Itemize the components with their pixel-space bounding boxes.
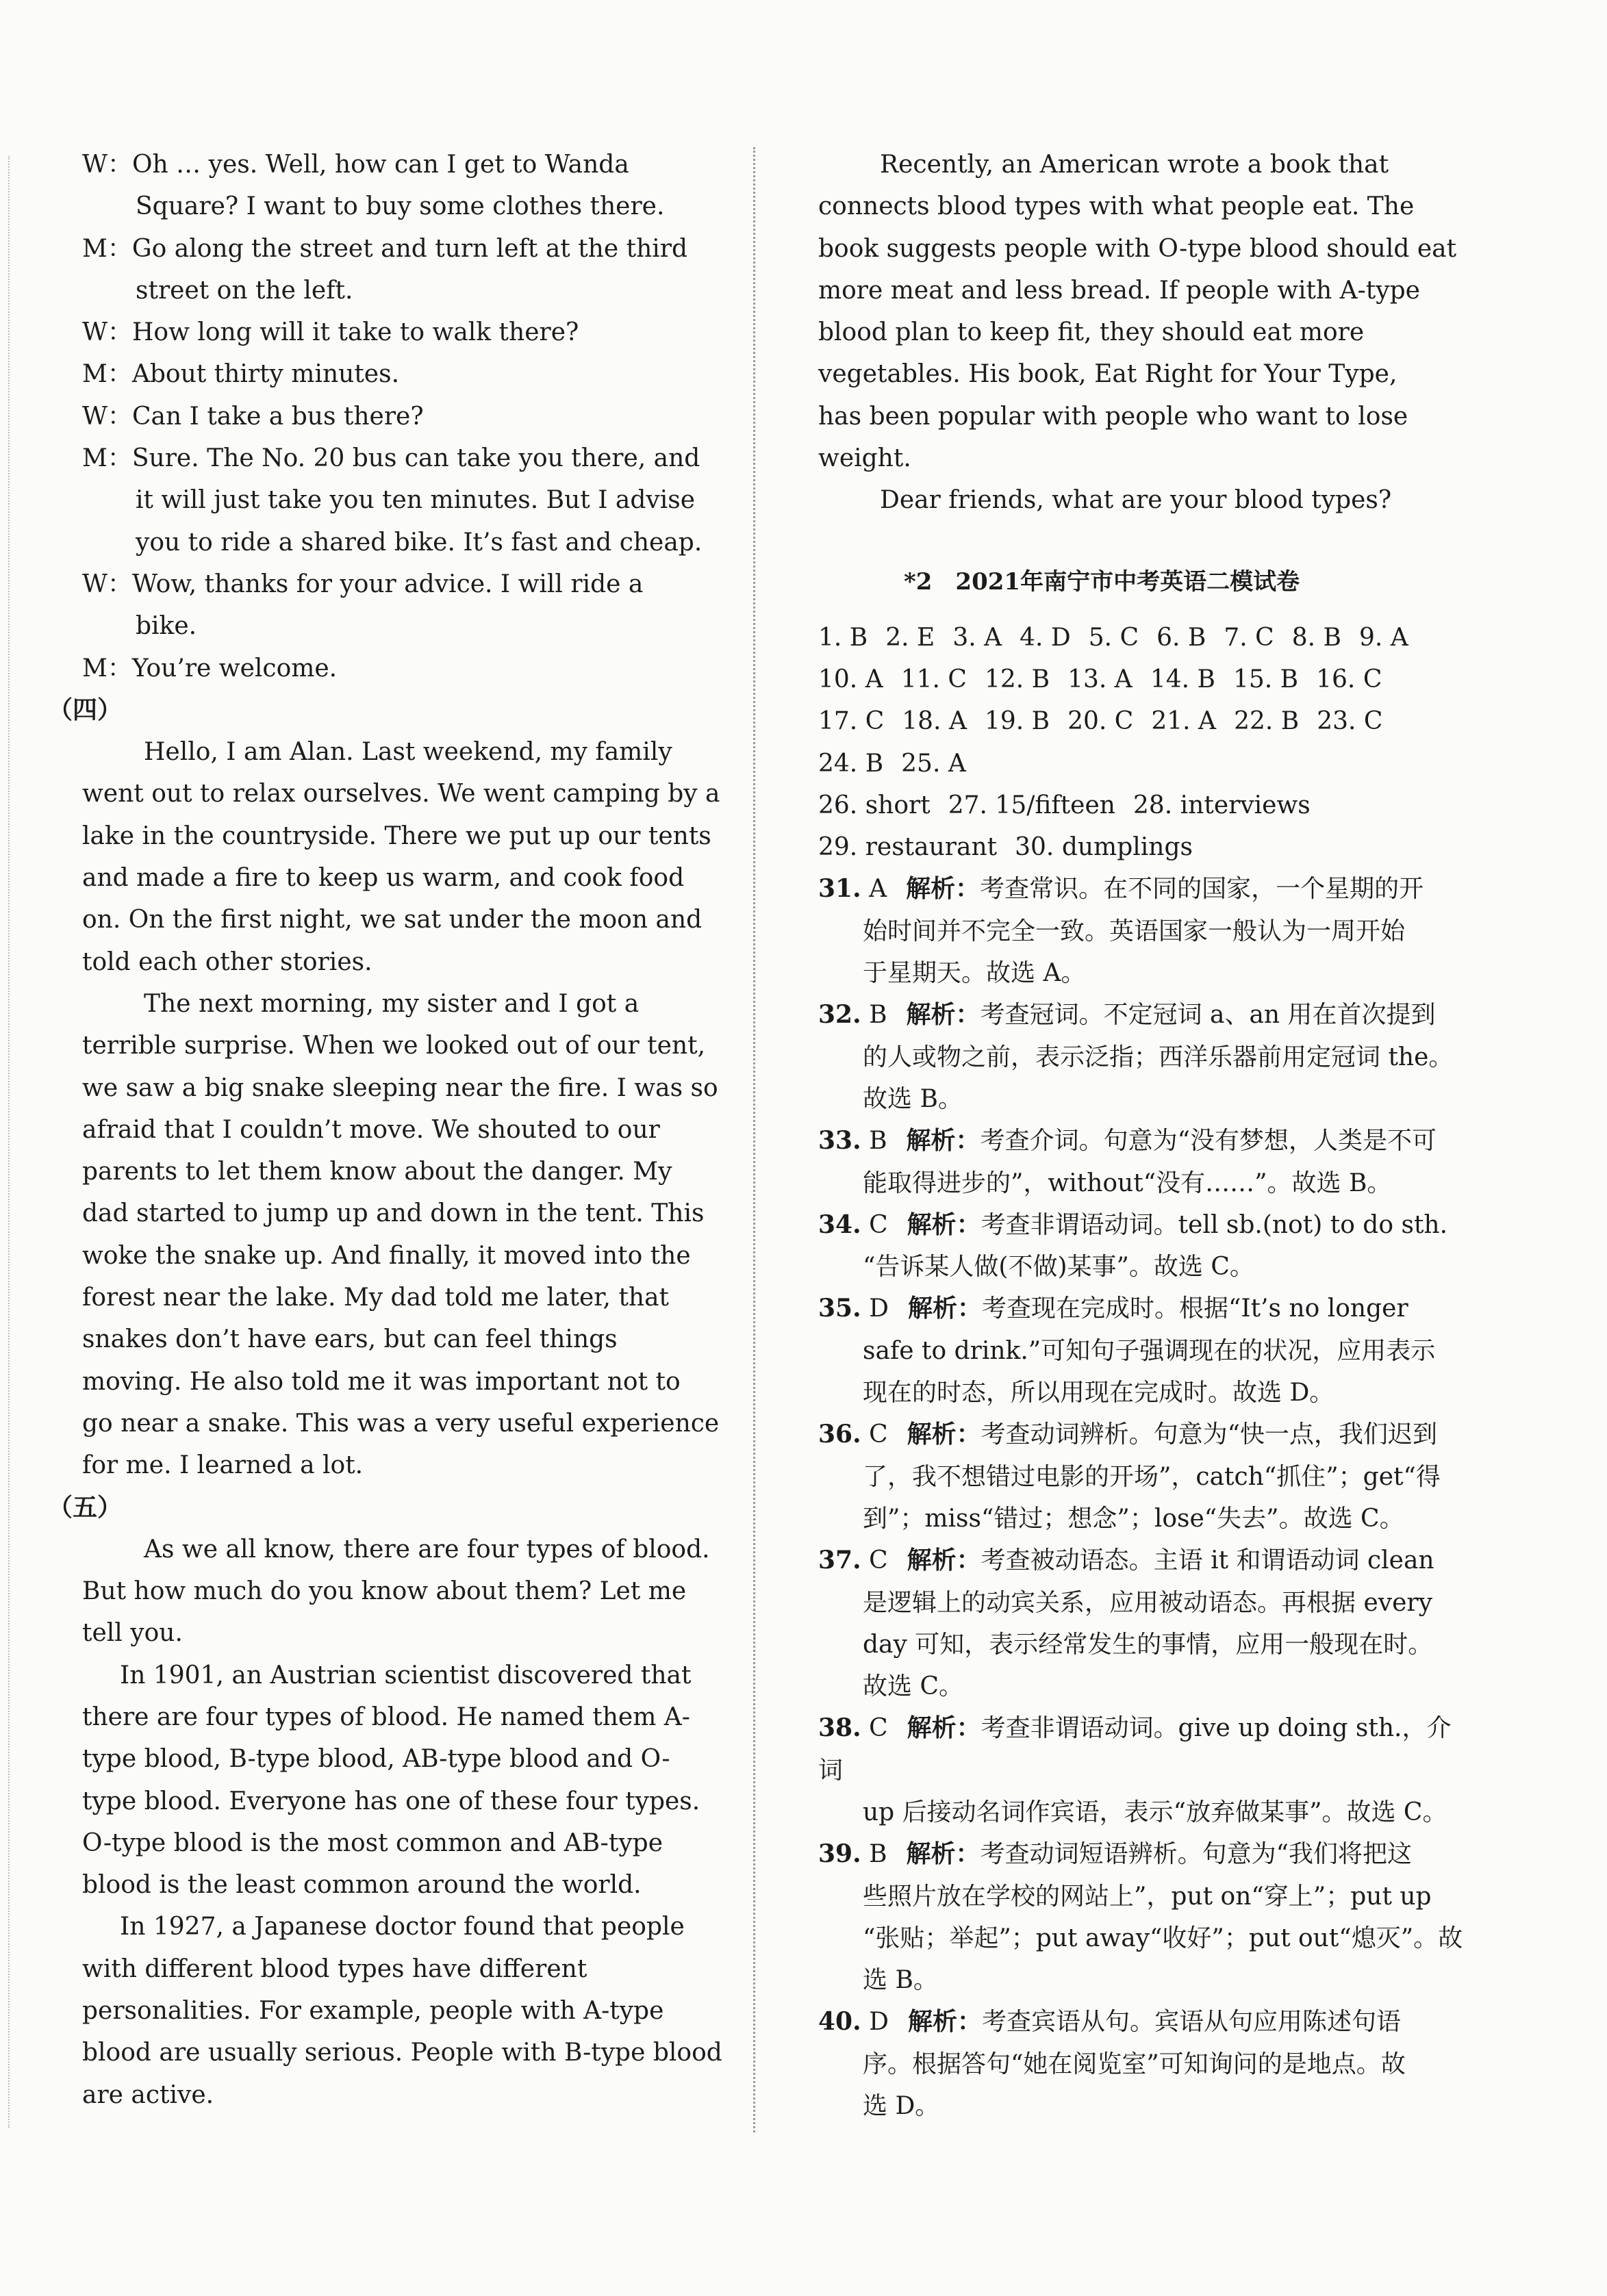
question-number: 33.	[818, 1126, 861, 1156]
explanation-line	[818, 1498, 1476, 1540]
speaker-label: M：	[82, 654, 132, 683]
dialogue-line	[82, 270, 729, 311]
explanation-line	[818, 910, 1476, 952]
answer-letter: B	[861, 1001, 887, 1030]
text-line: parents to let them know about the danger. My	[82, 1158, 672, 1186]
text-line: moving. He also told me it was important not to	[82, 1367, 681, 1396]
text-line: O-type blood is the most common and AB-type	[82, 1828, 663, 1857]
text-line: tell you.	[82, 1619, 183, 1648]
answer-item: 11. C	[900, 665, 967, 693]
dialogue-text: Sure. The No. 20 bus can take you there, and	[131, 444, 700, 473]
question-number: 32.	[818, 1000, 861, 1030]
section-4-paragraph-1	[82, 731, 729, 983]
answer-letter: D	[861, 1294, 889, 1323]
answer-letter: A	[861, 875, 887, 904]
explanation-item	[818, 1540, 1476, 1707]
text-line: type blood, B-type blood, AB-type blood and O-	[82, 1745, 670, 1774]
answer-item: 12. B	[984, 665, 1050, 693]
explanation-text: 考查被动语态。主语 it 和谓语动词 clean	[980, 1546, 1434, 1575]
dialogue-line	[82, 437, 729, 479]
answer-letter: D	[861, 2008, 889, 2037]
jiexi-label: 解析：	[906, 874, 980, 904]
answer-row	[818, 659, 1476, 700]
dialogue-text: it will just take you ten minutes. But I advise	[136, 486, 695, 515]
answer-explanations	[818, 868, 1476, 2127]
text-line: dad started to jump up and down in the tent. This	[82, 1199, 705, 1228]
text-line: more meat and less bread. If people with A-type	[818, 276, 1420, 305]
question-number: 37.	[818, 1546, 861, 1575]
explanation-item	[818, 2001, 1476, 2127]
explanation-item	[818, 1833, 1476, 2001]
answer-row	[818, 743, 1476, 785]
question-number: 39.	[818, 1839, 861, 1869]
dialogue-line	[82, 648, 729, 689]
dialogue-text: Can I take a bus there?	[132, 402, 424, 431]
section-5-paragraph-2	[82, 1655, 729, 1906]
answer-row	[818, 700, 1476, 742]
explanation-text: 考查现在完成时。根据“It’s no longer	[981, 1294, 1408, 1323]
text-line: But how much do you know about them? Let me	[82, 1577, 687, 1606]
dialogue-text: You’re welcome.	[131, 654, 338, 683]
text-line: are active.	[82, 2080, 214, 2109]
answer-row	[818, 617, 1476, 659]
answer-item: 7. C	[1224, 623, 1274, 652]
speaker-label: W：	[82, 151, 133, 179]
speaker-label: M：	[82, 360, 132, 389]
text-line: go near a snake. This was a very useful experience	[82, 1409, 720, 1438]
explanation-line	[818, 2043, 1476, 2085]
explanation-line	[818, 1917, 1476, 1959]
text-line: for me. I learned a lot.	[82, 1451, 364, 1480]
speaker-label: M：	[82, 234, 132, 263]
explanation-text: 考查介词。句意为“没有梦想，人类是不可	[980, 1127, 1437, 1156]
text-line: connects blood types with what people eat. The	[818, 192, 1415, 221]
dialogue-text: Go along the street and turn left at the third	[131, 234, 688, 263]
explanation-line	[818, 1078, 1476, 1120]
answer-letter: C	[861, 1420, 888, 1449]
question-number: 35.	[818, 1294, 861, 1323]
explanation-line	[818, 1707, 1476, 1791]
text-line: went out to relax ourselves. We went camping by a	[82, 780, 720, 808]
speaker-label: W：	[82, 402, 133, 431]
explanation-line	[818, 1162, 1476, 1204]
explanation-line	[818, 2085, 1476, 2127]
text-line: on. On the first night, we sat under the moon and	[82, 906, 703, 934]
explanation-line	[818, 1414, 1476, 1455]
section-5-paragraph-3	[82, 1906, 729, 2115]
dialogue-line	[82, 479, 729, 521]
dialogue-line	[82, 353, 729, 395]
answer-letter: C	[861, 1210, 888, 1239]
explanation-line	[818, 1833, 1476, 1875]
text-line: terrible surprise. When we looked out of our tent,	[82, 1032, 706, 1060]
explanation-line	[818, 1372, 1476, 1414]
question-number: 40.	[818, 2007, 861, 2037]
explanation-text: 考查动词短语辨析。句意为“我们将把这	[980, 1840, 1412, 1869]
speaker-label: M：	[82, 444, 132, 473]
text-line: personalities. For example, people with A-type	[82, 1997, 664, 2026]
answer-item: 27. 15/fifteen	[948, 791, 1115, 819]
explanation-text: up 后接动名词作宾语，表示“放弃做某事”。故选 C。	[863, 1798, 1447, 1826]
answer-item: 28. interviews	[1133, 791, 1311, 819]
dialogue-line	[82, 563, 729, 605]
text-line: told each other stories.	[82, 947, 372, 976]
answer-item: 17. C	[818, 707, 885, 736]
explanation-text: 考查冠词。不定冠词 a、an 用在首次提到	[980, 1001, 1436, 1030]
section-5-paragraph-1	[82, 1529, 729, 1655]
explanation-item	[818, 1120, 1476, 1204]
left-column	[48, 144, 729, 2116]
explanation-text: 考查动词辨析。句意为“快一点，我们迟到	[980, 1420, 1438, 1449]
explanation-item	[818, 1414, 1476, 1540]
dialogue-line	[82, 522, 729, 563]
explanation-line	[818, 1582, 1476, 1624]
explanation-text: “张贴；举起”；put away“收好”；put out“熄灭”。故	[863, 1924, 1463, 1952]
text-line: Hello, I am Alan. Last weekend, my family	[144, 738, 672, 767]
answer-item: 26. short	[818, 791, 931, 819]
text-line: lake in the countryside. There we put up our tents	[82, 821, 711, 850]
text-line: with different blood types have different	[82, 1954, 587, 1983]
dialogue-line	[82, 605, 729, 647]
explanation-item	[818, 1204, 1476, 1288]
explanation-line	[818, 1540, 1476, 1581]
text-line: weight.	[818, 444, 911, 473]
answer-item: 1. B	[818, 623, 868, 652]
explanation-text: 考查非谓语动词。tell sb.(not) to do sth.	[980, 1210, 1448, 1239]
text-line: As we all know, there are four types of blood.	[144, 1535, 710, 1564]
explanation-text: 了，我不想错过电影的开场”，catch“抓住”；get“得	[863, 1462, 1441, 1491]
explanation-text: 故选 B。	[863, 1084, 963, 1113]
explanation-line	[818, 1330, 1476, 1372]
answer-item: 2. E	[885, 623, 935, 652]
answer-letter: B	[861, 1127, 887, 1156]
answer-item: 8. B	[1291, 623, 1341, 652]
answer-item: 10. A	[818, 665, 883, 693]
explanation-line	[818, 1120, 1476, 1162]
explanation-text: 的人或物之前，表示泛指；西洋乐器前用定冠词 the。	[863, 1043, 1454, 1071]
jiexi-label: 解析：	[907, 1713, 981, 1743]
answer-item: 29. restaurant	[818, 833, 998, 862]
explanation-line	[818, 1288, 1476, 1329]
question-number: 34.	[818, 1210, 861, 1239]
text-line: blood is the least common around the world.	[82, 1871, 642, 1900]
answer-item: 4. D	[1020, 623, 1071, 652]
answer-item: 20. C	[1067, 707, 1134, 736]
answer-item: 3. A	[952, 623, 1002, 652]
explanation-text: 是逻辑上的动宾关系，应用被动语态。再根据 every	[863, 1588, 1432, 1617]
jiexi-label: 解析：	[907, 1210, 981, 1239]
answer-item: 16. C	[1316, 665, 1382, 693]
explanation-item	[818, 868, 1476, 994]
answer-letter: C	[861, 1546, 888, 1575]
answer-item: 23. C	[1317, 707, 1383, 736]
explanation-text: 考查宾语从句。宾语从句应用陈述句语	[981, 2008, 1401, 2037]
explanation-line	[818, 1791, 1476, 1833]
answer-item: 9. A	[1358, 623, 1408, 652]
answer-key	[818, 617, 1476, 869]
text-line: blood plan to keep fit, they should eat more	[818, 318, 1365, 347]
dialogue-text: bike.	[136, 612, 197, 641]
dialogue-line	[82, 186, 729, 227]
explanation-line	[818, 1246, 1476, 1288]
jiexi-label: 解析：	[906, 1839, 980, 1869]
column-divider	[753, 147, 755, 2132]
explanation-line	[818, 952, 1476, 994]
explanation-text: 到”；miss“错过；想念”；lose“失去”。故选 C。	[863, 1504, 1404, 1533]
explanation-text: 选 B。	[863, 1966, 938, 1995]
exam-title: *2 2021年南宁市中考英语二模试卷	[904, 567, 1300, 596]
explanation-item	[818, 1707, 1476, 1833]
text-line: there are four types of blood. He named them A-	[82, 1702, 690, 1731]
explanation-line	[818, 1666, 1476, 1707]
jiexi-label: 解析：	[907, 2007, 982, 2037]
explanation-line	[818, 994, 1476, 1036]
text-line: vegetables. His book, Eat Right for Your Type,	[818, 360, 1397, 389]
dialogue-text: Wow, thanks for your advice. I will ride a	[132, 570, 644, 598]
explanation-line	[818, 1036, 1476, 1078]
dialogue-line	[82, 228, 729, 270]
explanation-line	[818, 1959, 1476, 2001]
answer-item: 30. dumplings	[1015, 833, 1193, 862]
dialogue-text: Oh … yes. Well, how can I get to Wanda	[132, 151, 629, 179]
explanation-line	[818, 1204, 1476, 1246]
answer-item: 21. A	[1151, 707, 1217, 736]
dialogue-text: How long will it take to walk there?	[132, 318, 579, 347]
explanation-text: “告诉某人做(不做)某事”。故选 C。	[863, 1253, 1254, 1281]
section-5-label: （五）	[48, 1492, 123, 1522]
text-line: In 1927, a Japanese doctor found that people	[120, 1913, 685, 1941]
explanation-text: 考查非谓语动词。give up doing sth.，介词	[818, 1714, 1452, 1785]
section-4-paragraph-2	[82, 983, 729, 1487]
answer-item: 5. C	[1088, 623, 1139, 652]
explanation-text: 能取得进步的”，without“没有……”。故选 B。	[863, 1169, 1392, 1197]
text-line: blood are usually serious. People with B-type blood	[82, 2039, 722, 2067]
explanation-text: safe to drink.”可知句子强调现在的状况，应用表示	[863, 1336, 1436, 1365]
answer-item: 25. A	[901, 749, 966, 778]
explanation-line	[818, 1876, 1476, 1917]
explanation-text: 始时间并不完全一致。英语国家一般认为一周开始	[863, 917, 1406, 945]
explanation-item	[818, 1288, 1476, 1414]
explanation-text: 故选 C。	[863, 1672, 963, 1701]
text-line: type blood. Everyone has one of these four types.	[82, 1787, 700, 1815]
explanation-text: 选 D。	[863, 2092, 940, 2121]
text-line: woke the snake up. And finally, it moved into the	[82, 1241, 691, 1270]
text-line: snakes don’t have ears, but can feel things	[82, 1325, 618, 1354]
answer-row	[818, 785, 1476, 826]
explanation-text: day 可知，表示经常发生的事情，应用一般现在时。	[863, 1630, 1433, 1659]
passage-paragraph-dear-friends: Dear friends, what are your blood types?	[880, 486, 1392, 515]
explanation-text: 序。根据答句“她在阅览室”可知询问的是地点。故	[863, 2050, 1406, 2078]
right-column	[818, 144, 1476, 2127]
explanation-line	[818, 2001, 1476, 2043]
question-number: 36.	[818, 1420, 861, 1449]
dialogue-text: About thirty minutes.	[131, 360, 400, 389]
dialogue-line	[82, 311, 729, 353]
passage-paragraph-recently	[818, 144, 1476, 479]
answer-item: 15. B	[1232, 665, 1299, 693]
jiexi-label: 解析：	[907, 1294, 982, 1323]
answer-letter: C	[861, 1714, 888, 1743]
text-line: and made a fire to keep us warm, and cook food	[82, 864, 685, 893]
jiexi-label: 解析：	[907, 1420, 981, 1449]
dialogue-text: you to ride a shared bike. It’s fast and cheap.	[136, 528, 703, 557]
answer-item: 6. B	[1156, 623, 1206, 652]
page-edge-dots	[8, 156, 10, 2128]
text-line: we saw a big snake sleeping near the fire. I was so	[82, 1073, 718, 1102]
text-line: forest near the lake. My dad told me later, that	[82, 1284, 670, 1312]
section-4-label: （四）	[48, 695, 123, 724]
explanation-item	[818, 994, 1476, 1120]
answer-item: 13. A	[1067, 665, 1133, 693]
text-line: Recently, an American wrote a book that	[880, 151, 1389, 179]
explanation-line	[818, 868, 1476, 910]
answer-item: 18. A	[902, 707, 967, 736]
dialogue-text: Square? I want to buy some clothes there.	[136, 192, 665, 221]
dialogue-line	[82, 144, 729, 186]
explanation-line	[818, 1456, 1476, 1498]
explanation-text: 考查常识。在不同的国家，一个星期的开	[980, 875, 1424, 904]
dialogue-line	[82, 396, 729, 437]
answer-item: 19. B	[984, 707, 1050, 736]
dialogue-text: street on the left.	[136, 276, 353, 305]
dialogue	[82, 144, 729, 689]
jiexi-label: 解析：	[906, 1000, 980, 1030]
text-line: The next morning, my sister and I got a	[144, 989, 640, 1018]
answer-item: 24. B	[818, 749, 884, 778]
answer-item: 14. B	[1150, 665, 1215, 693]
jiexi-label: 解析：	[906, 1126, 980, 1156]
text-line: has been popular with people who want to lose	[818, 402, 1408, 431]
explanation-line	[818, 1624, 1476, 1666]
jiexi-label: 解析：	[907, 1546, 981, 1575]
answer-letter: B	[861, 1840, 887, 1869]
question-number: 38.	[818, 1713, 861, 1743]
speaker-label: W：	[82, 570, 133, 598]
answer-row	[818, 826, 1476, 868]
explanation-text: 现在的时态，所以用现在完成时。故选 D。	[863, 1379, 1334, 1407]
text-line: In 1901, an Austrian scientist discovered that	[120, 1661, 692, 1689]
question-number: 31.	[818, 874, 861, 904]
explanation-text: 于星期天。故选 A。	[863, 959, 1086, 988]
answer-item: 22. B	[1234, 707, 1300, 736]
explanation-text: 些照片放在学校的网站上”，put on“穿上”；put up	[863, 1882, 1432, 1911]
speaker-label: W：	[82, 318, 133, 347]
text-line: book suggests people with O-type blood should eat	[818, 234, 1457, 263]
text-line: afraid that I couldn’t move. We shouted to our	[82, 1115, 660, 1144]
